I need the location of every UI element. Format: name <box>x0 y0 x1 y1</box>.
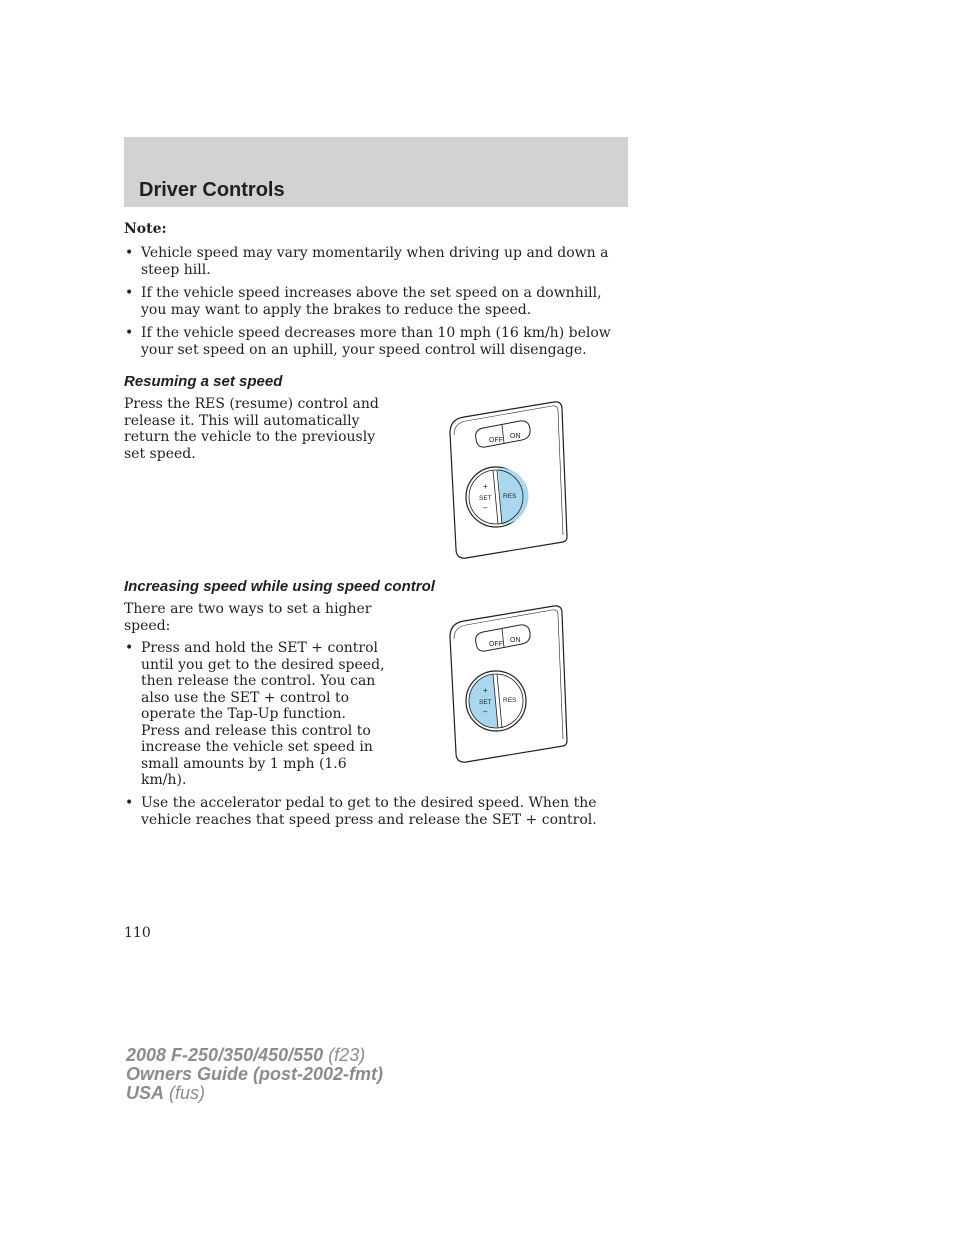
res-label: RES <box>503 697 517 704</box>
document-footer <box>126 1046 383 1103</box>
on-label: ON <box>510 637 521 644</box>
minus-sign: – <box>483 503 488 512</box>
bullet-dot: • <box>125 245 134 261</box>
minus-sign: – <box>483 707 488 716</box>
bullet-dot: • <box>125 285 134 301</box>
set-label: SET <box>479 699 492 706</box>
increasing-bullet: • Use the accelerator pedal to get to the desired speed. When the vehicle reaches that speed press and release the SET + control. <box>125 795 597 828</box>
off-label: OFF <box>489 641 503 648</box>
set-label: SET <box>479 495 492 502</box>
note-bullet: • If the vehicle speed increases above the set speed on a downhill, you may want to apply the brakes to reduce the speed. <box>125 285 602 318</box>
off-label: OFF <box>489 437 503 444</box>
speed-control-figure-set <box>446 603 572 765</box>
note-list <box>124 245 620 365</box>
plus-sign: + <box>483 482 488 491</box>
increasing-list-second <box>124 795 604 835</box>
increasing-intro: There are two ways to set a higher speed: <box>124 601 372 634</box>
footer-line-3: USA (fus) <box>126 1083 206 1103</box>
note-bullet: • Vehicle speed may vary momentarily when driving up and down a steep hill. <box>125 245 609 278</box>
res-label: RES <box>503 493 517 500</box>
page-number: 110 <box>124 925 151 941</box>
bullet-dot: • <box>125 640 134 656</box>
speed-control-figure-res <box>446 399 572 561</box>
increasing-heading: Increasing speed while using speed control <box>124 578 435 595</box>
on-label: ON <box>510 433 521 440</box>
resuming-heading: Resuming a set speed <box>124 373 283 390</box>
footer-line-1: 2008 F-250/350/450/550 (f23) <box>126 1045 366 1065</box>
bullet-dot: • <box>125 795 134 811</box>
section-title: Driver Controls <box>139 179 285 201</box>
footer-line-2: Owners Guide (post-2002-fmt) <box>126 1064 384 1084</box>
note-bullet: • If the vehicle speed decreases more than 10 mph (16 km/h) below your set speed on an uphill, your speed control will disengage. <box>125 325 611 358</box>
increasing-list-first <box>124 640 386 796</box>
note-label: Note: <box>124 221 167 237</box>
set-res-switch <box>466 671 526 731</box>
increasing-bullet: • Press and hold the SET + control until you get to the desired speed, then release the control. You can also use the SET + control to operate the Tap-Up function. Press and release this control to increase the vehicle set speed in small amounts by 1 mph (1.6 km/h). <box>125 640 385 788</box>
bullet-dot: • <box>125 325 134 341</box>
plus-sign: + <box>483 686 488 695</box>
resuming-body: Press the RES (resume) control and release it. This will automatically return the vehicle to the previously set speed. <box>124 396 379 462</box>
